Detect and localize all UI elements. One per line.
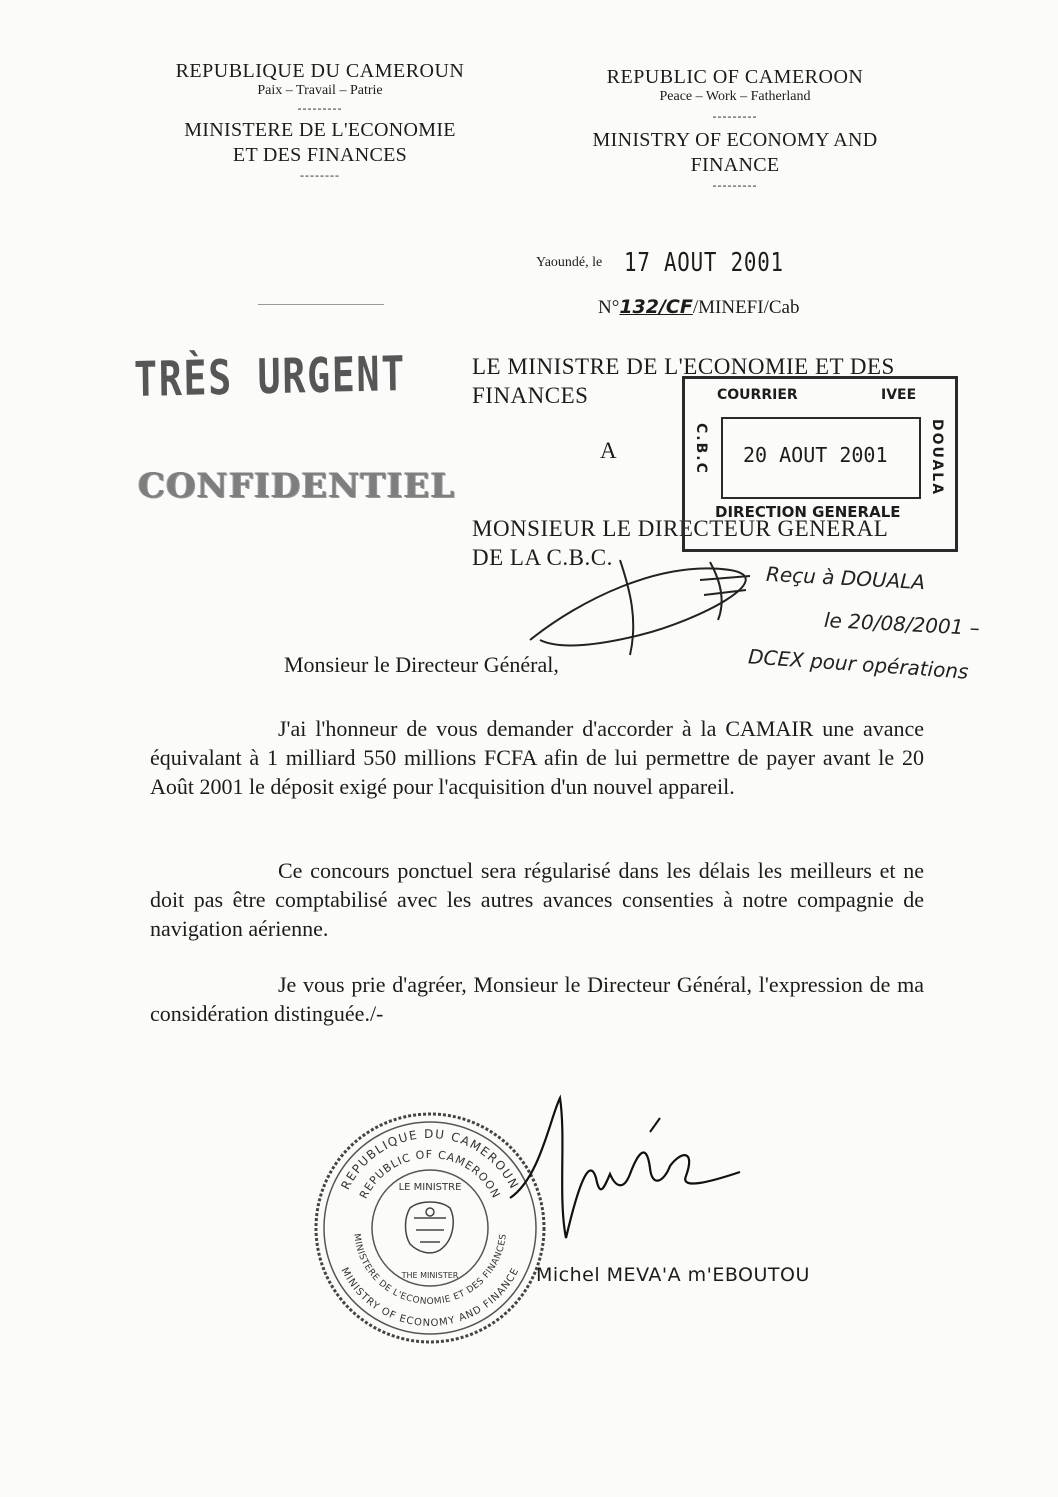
ministry-en-line2: FINANCE: [690, 154, 780, 176]
country-name-fr: REPUBLIQUE DU CAMEROUN: [175, 60, 465, 82]
separator-fr-end: --------: [300, 168, 340, 182]
stamp-confidentiel: CONFIDENTIEL: [138, 466, 456, 506]
seal-inner-bottom: MINISTERE DE L'ECONOMIE ET DES FINANCES: [351, 1232, 509, 1308]
courrier-direction: DIRECTION GENERALE: [715, 503, 901, 521]
seal-outer-top: REPUBLIQUE DU CAMEROUN: [338, 1126, 522, 1192]
to-label: A: [600, 438, 618, 463]
seal-center-bottom: THE MINISTER: [401, 1271, 459, 1280]
annotation-date: le 20/08/2001 –: [823, 607, 981, 641]
courrier-douala-vertical: DOUALA: [929, 419, 945, 497]
separator-fr: ---------: [297, 101, 343, 115]
courrier-cbc-vertical: C.B.C: [693, 423, 709, 475]
paragraph-1: J'ai l'honneur de vous demander d'accorder à la CAMAIR une avance équivalant à 1 milliard 550 millions FCFA afin de lui permettre de payer avant le 20 Août 2001 le déposit exigé pour l'acquisition d'un nouvel appareil.: [150, 716, 924, 799]
courrier-date: 20 AOUT 2001: [743, 443, 888, 467]
seal-outer-bottom: MINISTRY OF ECONOMY AND FINANCE: [338, 1265, 522, 1330]
paragraph-3: Je vous prie d'agréer, Monsieur le Directeur Général, l'expression de ma considération distinguée./-: [150, 972, 924, 1026]
sender-line1: LE MINISTRE DE L'ECONOMIE ET DES: [472, 354, 895, 379]
motto-en: Peace – Work – Fatherland: [659, 89, 811, 104]
seal-emblem-icon: [406, 1202, 454, 1253]
recipient-line2: DE LA C.B.C.: [472, 545, 613, 570]
motto-fr: Paix – Travail – Patrie: [257, 83, 383, 98]
signature-icon: [500, 1078, 760, 1268]
courrier-title: COURRIER: [717, 387, 798, 403]
reference-handwritten-number: 132/CF: [619, 296, 693, 318]
ministry-fr-line1: MINISTERE DE L'ECONOMIE: [184, 119, 456, 141]
header-french: [130, 60, 510, 183]
courrier-received-stamp: [682, 376, 958, 552]
reference-prefix: N°: [598, 297, 620, 318]
country-name-en: REPUBLIC OF CAMEROON: [606, 66, 864, 88]
courrier-date-box: [721, 417, 921, 499]
recipient-line1: MONSIEUR LE DIRECTEUR GENERAL: [472, 516, 889, 541]
dateline-place: Yaoundé, le: [536, 255, 603, 270]
separator-en-end: ---------: [712, 178, 758, 192]
stamp-tres-urgent: TRÈS URGENT: [133, 346, 407, 408]
ministry-en-line1: MINISTRY OF ECONOMY AND: [592, 129, 878, 151]
seal-inner-top: REPUBLIC OF CAMEROON: [357, 1147, 503, 1201]
courrier-right-label: IVEE: [881, 387, 917, 403]
paragraph-2: Ce concours ponctuel sera régularisé dans les délais les meilleurs et ne doit pas être comptabilisé avec les autres avances consenties à notre compagnie de navigation aérienne.: [150, 858, 924, 941]
separator-en: ---------: [712, 109, 758, 123]
margin-divider: [258, 304, 384, 305]
ministry-fr-line2: ET DES FINANCES: [232, 144, 408, 166]
seal-center-top: LE MINISTRE: [398, 1182, 462, 1193]
handwritten-flourish-icon: [520, 540, 840, 660]
sender-line2: FINANCES: [472, 383, 589, 408]
reference-suffix: /MINEFI/Cab: [692, 297, 800, 318]
salutation: Monsieur le Directeur Général,: [284, 652, 559, 677]
header-english: [560, 66, 910, 193]
dateline-date: 17 AOUT 2001: [624, 248, 785, 278]
reference-number: [598, 296, 799, 319]
annotation-dcex: DCEX pour opérations: [747, 644, 970, 684]
signatory-name: Michel MEVA'A m'EBOUTOU: [536, 1264, 810, 1286]
annotation-received: Reçu à DOUALA: [765, 561, 926, 595]
dateline: [536, 248, 824, 278]
